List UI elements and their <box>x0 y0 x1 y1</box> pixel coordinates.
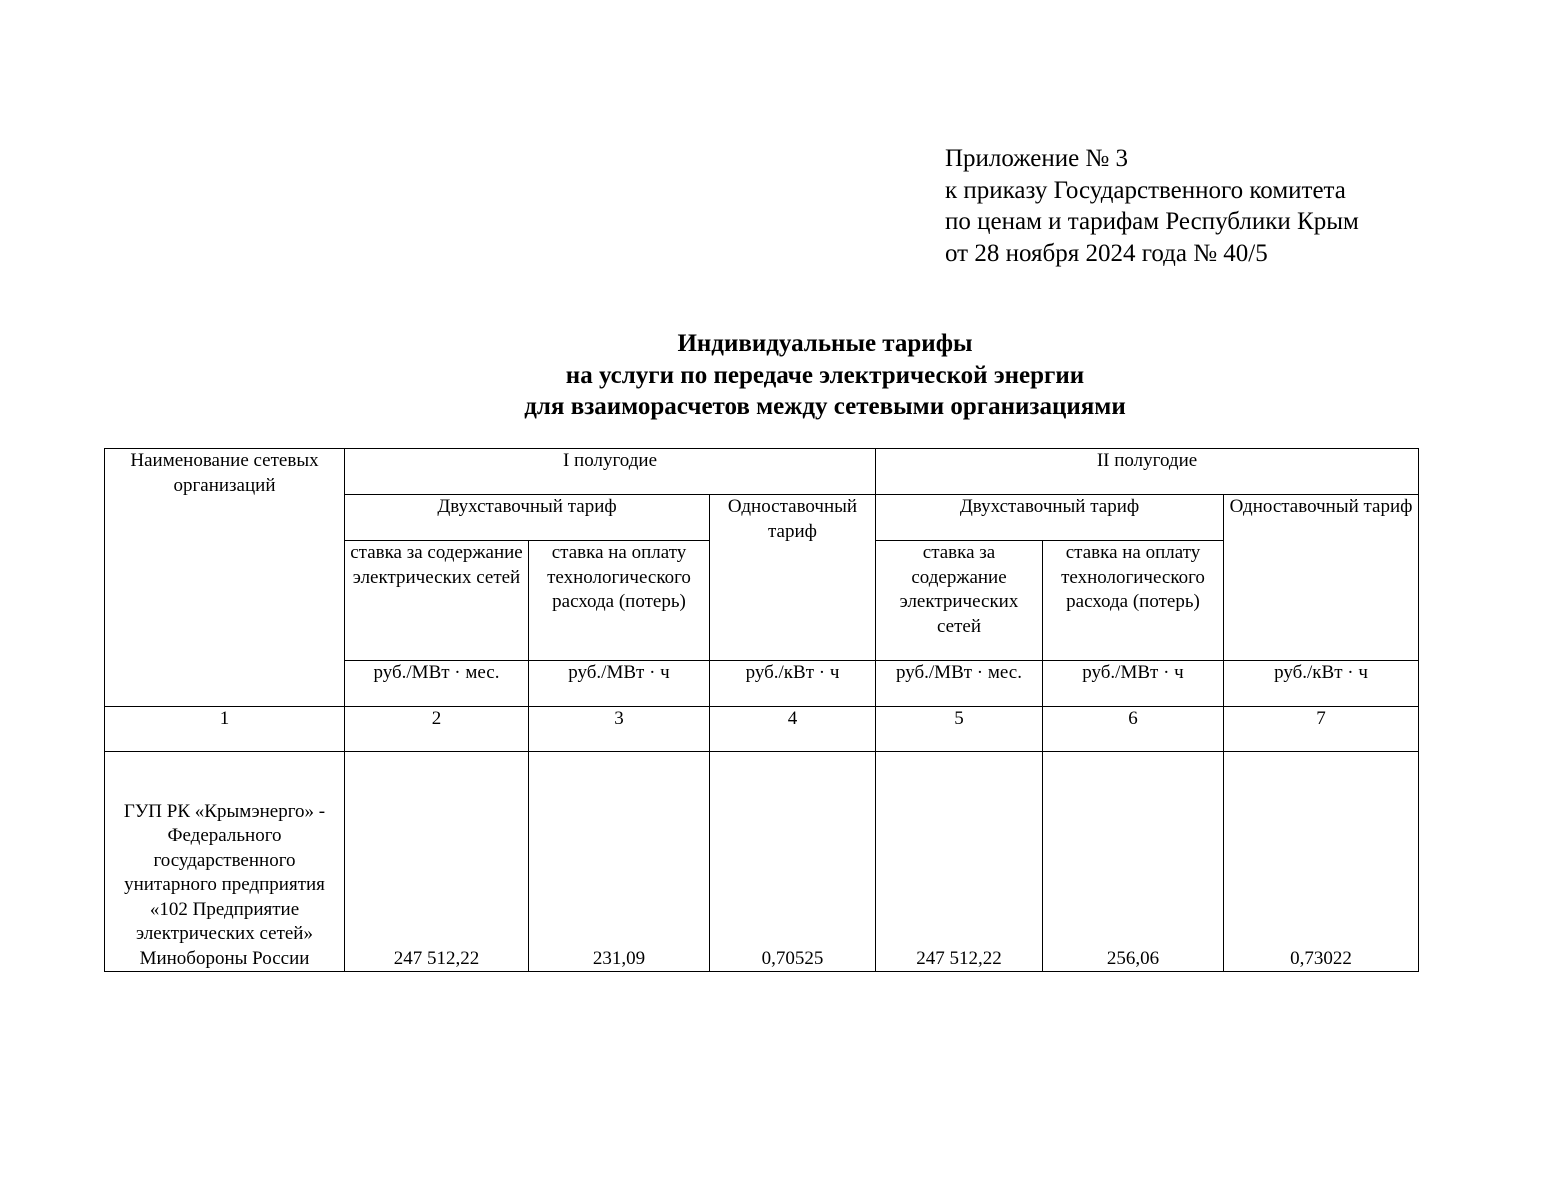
unit-col-2: руб./МВт · мес. <box>345 661 529 707</box>
tariffs-table <box>104 448 1419 972</box>
header-two-rate-h1: Двухставочный тариф <box>345 495 710 541</box>
column-number: 2 <box>345 707 529 752</box>
appendix-number: Приложение № 3 <box>945 145 1129 172</box>
unit-col-5: руб./МВт · мес. <box>876 661 1043 707</box>
header-one-rate-h2: Одноставочный тариф <box>1224 495 1419 661</box>
header-rate-losses-h2: ставка на оплату технологического расхода (потерь) <box>1043 541 1224 661</box>
appendix-order-line: к приказу Государственного комитета <box>945 176 1346 204</box>
header-half-2: II полугодие <box>876 449 1419 495</box>
header-rate-losses-h1: ставка на оплату технологического расхода (потерь) <box>529 541 710 661</box>
table-row <box>105 752 1419 972</box>
unit-col-3: руб./МВт · ч <box>529 661 710 707</box>
header-rate-maintenance-h2: ставка за содержание электрических сетей <box>876 541 1043 661</box>
unit-col-6: руб./МВт · ч <box>1043 661 1224 707</box>
title-line-1: Индивидуальные тарифы <box>677 330 973 357</box>
h2-maintenance-value: 247 512,22 <box>876 752 1043 972</box>
column-number: 3 <box>529 707 710 752</box>
header-half-1: I полугодие <box>345 449 876 495</box>
appendix-committee-line: по ценам и тарифам Республики Крым <box>945 208 1359 235</box>
org-name-cell: ГУП РК «Крымэнерго» - Федерального государственного унитарного предприятия «102 Предприятие электрических сетей» Минобороны России <box>105 752 345 972</box>
h1-maintenance-value: 247 512,22 <box>345 752 529 972</box>
header-rate-maintenance-h1: ставка за содержание электрических сетей <box>345 541 529 661</box>
h1-one-rate-value: 0,70525 <box>710 752 876 972</box>
h1-losses-value: 231,09 <box>529 752 710 972</box>
column-number: 1 <box>105 707 345 752</box>
header-one-rate-h1: Одноставочный тариф <box>710 495 876 661</box>
title-line-2: на услуги по передаче электрической энергии <box>565 361 1085 389</box>
unit-col-4: руб./кВт · ч <box>710 661 876 707</box>
document-title <box>0 328 1553 423</box>
title-line-3: для взаиморасчетов между сетевыми организациями <box>524 393 1126 420</box>
column-number: 6 <box>1043 707 1224 752</box>
column-number: 4 <box>710 707 876 752</box>
header-two-rate-h2: Двухставочный тариф <box>876 495 1224 541</box>
appendix-reference <box>945 143 1359 269</box>
column-numbers-row <box>105 707 1419 752</box>
column-number: 7 <box>1224 707 1419 752</box>
header-row-halves <box>105 449 1419 495</box>
unit-col-7: руб./кВт · ч <box>1224 661 1419 707</box>
header-org-name: Наименование сетевых организаций <box>105 449 345 707</box>
column-number: 5 <box>876 707 1043 752</box>
h2-one-rate-value: 0,73022 <box>1224 752 1419 972</box>
appendix-date-line: от 28 ноября 2024 года № 40/5 <box>945 239 1268 267</box>
h2-losses-value: 256,06 <box>1043 752 1224 972</box>
